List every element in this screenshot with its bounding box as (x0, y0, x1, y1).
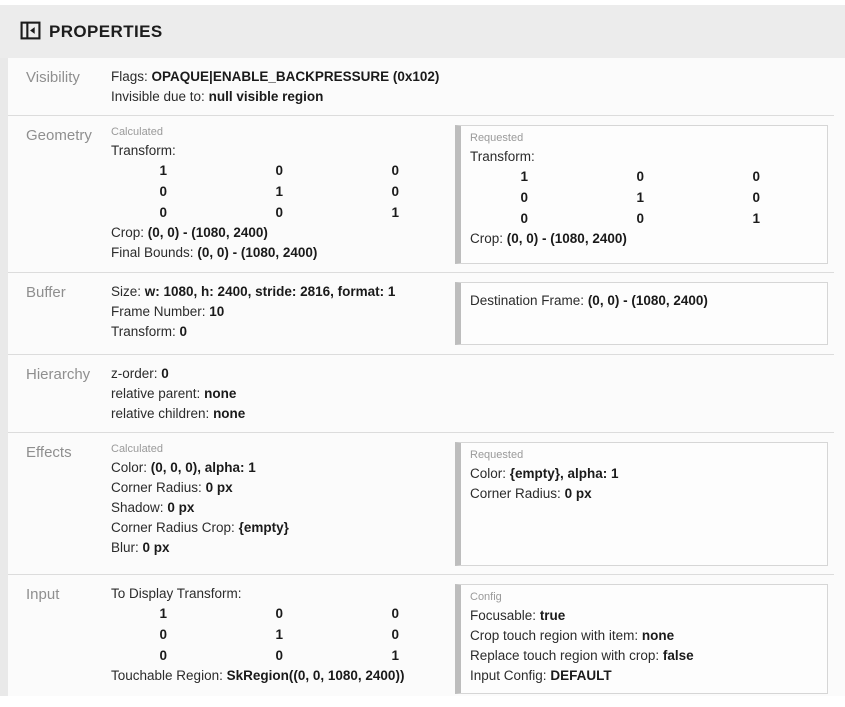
transform-matrix (470, 167, 818, 229)
touchable-region-label: Touchable Region: (111, 668, 223, 684)
flags-label: Flags: (111, 69, 148, 84)
color-value: {empty}, alpha: 1 (509, 466, 619, 481)
focusable-row (470, 606, 818, 626)
matrix-cell: 0 (159, 183, 167, 199)
section-label-geometry: Geometry (26, 127, 92, 144)
panel-header (0, 5, 845, 58)
frame-number-row (111, 302, 455, 322)
matrix-cell: 0 (752, 169, 760, 184)
final-bounds-row (111, 243, 455, 263)
color-label: Color: (111, 460, 148, 475)
corner-radius-value: 0 px (205, 480, 233, 495)
replace-touch-region-label: Replace touch region with crop: (470, 648, 660, 663)
section-visibility (8, 58, 834, 116)
frame-number-value: 10 (209, 304, 225, 319)
invisible-value: null visible region (208, 89, 324, 104)
relative-parent-label: relative parent: (111, 386, 201, 401)
transform-label: Transform: (111, 143, 176, 158)
section-input (8, 575, 834, 707)
matrix-cell: 0 (636, 169, 644, 184)
panel-body (0, 58, 845, 696)
matrix-cell: 0 (391, 163, 399, 178)
matrix-cell: 0 (159, 204, 167, 220)
flags-row (111, 67, 439, 87)
matrix-cell: 0 (636, 210, 644, 226)
matrix-cell: 1 (391, 647, 399, 663)
relative-children-row (111, 404, 455, 424)
group-label-config: Config (470, 591, 502, 603)
color-label: Color: (470, 466, 507, 481)
matrix-cell: 1 (520, 169, 528, 184)
crop-touch-region-value: none (641, 628, 675, 643)
matrix-cell: 0 (275, 163, 283, 178)
destination-frame-row (470, 291, 818, 311)
destination-frame-box (455, 282, 828, 345)
input-config-value: DEFAULT (550, 668, 612, 683)
matrix-cell: 0 (275, 647, 283, 663)
size-row (111, 282, 455, 302)
relative-children-value: none (213, 406, 246, 421)
matrix-cell: 1 (159, 606, 167, 621)
requested-box-geometry (455, 125, 828, 264)
crop-touch-region-row (470, 626, 818, 646)
matrix-cell: 1 (636, 189, 644, 205)
config-box (455, 584, 828, 694)
section-label-visibility: Visibility (26, 69, 80, 86)
corner-radius-label: Corner Radius: (470, 486, 561, 501)
touchable-region-value: SkRegion((0, 0, 1080, 2400)) (226, 668, 405, 684)
buffer-transform-row (111, 322, 455, 342)
blur-value: 0 px (142, 540, 170, 555)
group-label-requested: Requested (470, 449, 524, 461)
color-row (111, 458, 455, 478)
crop-row (111, 223, 455, 243)
crop-row (470, 229, 818, 249)
crop-label: Crop: (470, 231, 504, 247)
corner-radius-crop-row (111, 518, 455, 538)
section-label-hierarchy: Hierarchy (26, 366, 91, 383)
shadow-value: 0 px (167, 500, 195, 515)
touchable-region-row (111, 666, 455, 686)
replace-touch-region-row (470, 646, 818, 666)
corner-radius-crop-value: {empty} (238, 520, 289, 535)
transform-matrix (111, 161, 455, 223)
section-buffer (8, 273, 834, 355)
relative-parent-value: none (204, 386, 237, 401)
z-order-value: 0 (161, 366, 169, 381)
z-order-row (111, 364, 455, 384)
size-label: Size: (111, 284, 142, 299)
final-bounds-label: Final Bounds: (111, 245, 194, 261)
crop-value: (0, 0) - (1080, 2400) (147, 225, 268, 241)
relative-children-label: relative children: (111, 406, 210, 421)
matrix-cell: 0 (752, 189, 760, 205)
crop-touch-region-label: Crop touch region with item: (470, 628, 639, 643)
group-label-requested: Requested (470, 132, 524, 144)
blur-label: Blur: (111, 540, 139, 555)
crop-value: (0, 0) - (1080, 2400) (506, 231, 627, 247)
relative-parent-row (111, 384, 455, 404)
shadow-row (111, 498, 455, 518)
section-label-input: Input (26, 586, 60, 603)
section-label-buffer: Buffer (26, 284, 66, 301)
matrix-cell: 1 (752, 210, 760, 226)
focusable-label: Focusable: (470, 608, 537, 623)
matrix-cell: 0 (391, 183, 399, 199)
size-value: w: 1080, h: 2400, stride: 2816, format: 1 (144, 284, 396, 299)
page-title: PROPERTIES (49, 21, 163, 41)
color-value: (0, 0, 0), alpha: 1 (150, 460, 256, 475)
z-order-label: z-order: (111, 366, 158, 381)
matrix-cell: 0 (275, 606, 283, 621)
input-config-label: Input Config: (470, 668, 547, 683)
buffer-transform-label: Transform: (111, 324, 176, 339)
group-label-calculated: Calculated (111, 443, 163, 455)
buffer-transform-value: 0 (179, 324, 188, 339)
left-gutter (0, 58, 8, 696)
invisible-row (111, 87, 439, 107)
matrix-cell: 1 (159, 163, 167, 178)
section-label-effects: Effects (26, 444, 72, 461)
matrix-cell: 0 (275, 204, 283, 220)
focusable-value: true (539, 608, 566, 623)
to-display-transform-label: To Display Transform: (111, 586, 242, 601)
final-bounds-value: (0, 0) - (1080, 2400) (197, 245, 318, 261)
sections-list (8, 58, 845, 696)
matrix-cell: 0 (391, 606, 399, 621)
replace-touch-region-value: false (662, 648, 694, 663)
corner-radius-label: Corner Radius: (111, 480, 202, 495)
matrix-cell: 0 (520, 189, 528, 205)
matrix-cell: 1 (391, 204, 399, 220)
section-effects (8, 433, 834, 575)
section-hierarchy (8, 355, 834, 433)
matrix-cell: 1 (275, 626, 283, 642)
matrix-cell: 1 (275, 183, 283, 199)
destination-frame-label: Destination Frame: (470, 293, 585, 308)
corner-radius-row (470, 484, 818, 504)
flags-value: OPAQUE|ENABLE_BACKPRESSURE (0x102) (151, 69, 440, 84)
matrix-cell: 0 (520, 210, 528, 226)
corner-radius-crop-label: Corner Radius Crop: (111, 520, 235, 535)
to-display-transform-matrix (111, 604, 455, 666)
corner-radius-value: 0 px (564, 486, 592, 501)
input-config-row (470, 666, 818, 686)
shadow-label: Shadow: (111, 500, 164, 515)
invisible-label: Invisible due to: (111, 89, 205, 104)
transform-label: Transform: (470, 149, 535, 164)
corner-radius-row (111, 478, 455, 498)
collapse-panel-icon (20, 20, 41, 44)
destination-frame-value: (0, 0) - (1080, 2400) (587, 293, 708, 308)
crop-label: Crop: (111, 225, 145, 241)
collapse-panel-button[interactable] (19, 21, 41, 43)
matrix-cell: 0 (391, 626, 399, 642)
frame-number-label: Frame Number: (111, 304, 206, 319)
matrix-cell: 0 (159, 647, 167, 663)
color-row (470, 464, 818, 484)
group-label-calculated: Calculated (111, 126, 163, 138)
matrix-cell: 0 (159, 626, 167, 642)
section-geometry (8, 116, 834, 273)
requested-box-effects (455, 442, 828, 566)
blur-row (111, 538, 455, 558)
